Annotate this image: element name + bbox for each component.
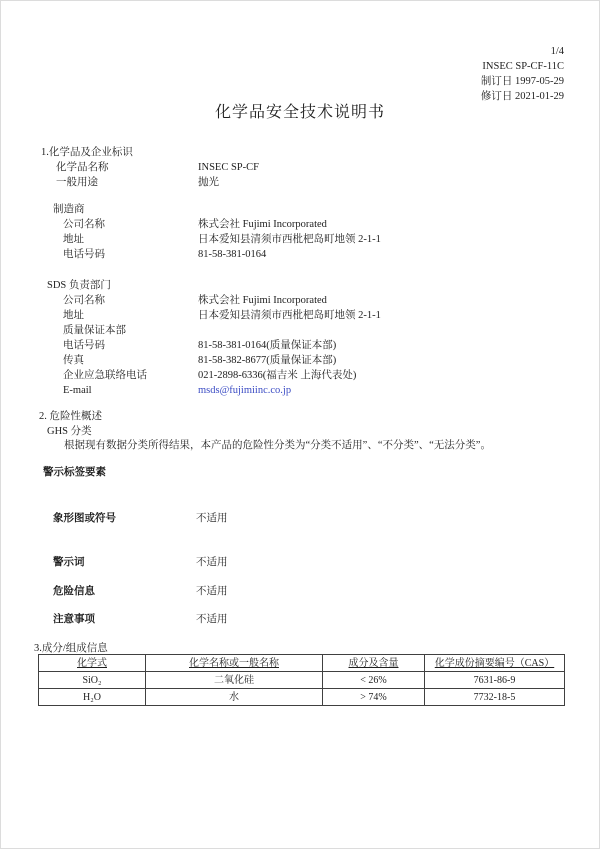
cell-concentration: < 26% <box>323 672 425 689</box>
field-value: 81-58-382-8677(质量保证本部) <box>198 355 337 366</box>
table-row <box>39 689 565 706</box>
cell-chemical-name: 水 <box>146 689 323 706</box>
email-link[interactable]: msds@fujimiinc.co.jp <box>198 385 292 396</box>
ghs-heading: GHS 分类 <box>47 426 92 437</box>
field-label: 一般用途 <box>56 177 98 188</box>
field-label: 地址 <box>63 234 84 245</box>
field-label: 电话号码 <box>63 340 105 351</box>
page-number: 1/4 <box>550 46 564 57</box>
field-label: 象形图或符号 <box>53 513 116 524</box>
field-label: 公司名称 <box>63 295 105 306</box>
table-row <box>39 672 565 689</box>
label-elements-heading: 警示标签要素 <box>43 467 106 478</box>
section1-heading: 1.化学品及企业标识 <box>41 147 133 158</box>
field-label: 化学品名称 <box>56 162 109 173</box>
field-value: 抛光 <box>198 177 219 188</box>
col-header-formula: 化学式 <box>39 655 146 672</box>
cell-cas-number: 7631-86-9 <box>425 672 565 689</box>
field-label: 电话号码 <box>63 249 105 260</box>
field-value: 不适用 <box>196 614 228 625</box>
field-label: 传真 <box>63 355 84 366</box>
field-value: 不适用 <box>196 586 228 597</box>
email-row <box>198 383 291 398</box>
field-label: 危险信息 <box>53 586 95 597</box>
field-value: 日本爱知县清须市西枇杷岛町地领 2-1-1 <box>198 234 381 245</box>
field-value: 株式会社 Fujimi Incorporated <box>198 219 327 230</box>
cell-chemical-name: 二氧化硅 <box>146 672 323 689</box>
cell-concentration: > 74% <box>323 689 425 706</box>
field-value: 不适用 <box>196 513 228 524</box>
field-value: 81-58-381-0164(质量保证本部) <box>198 340 337 351</box>
field-label: 质量保证本部 <box>63 325 126 336</box>
field-label: 公司名称 <box>63 219 105 230</box>
field-value: INSEC SP-CF <box>198 162 259 173</box>
composition-table <box>38 654 565 706</box>
field-value: 021-2898-6336(福吉米 上海代表处) <box>198 370 357 381</box>
cell-cas-number: 7732-18-5 <box>425 689 565 706</box>
doc-code: INSEC SP-CF-11C <box>482 61 564 72</box>
col-header-chemical-name: 化学名称或一般名称 <box>146 655 323 672</box>
section3-heading: 3.成分/组成信息 <box>34 643 108 654</box>
section2-heading: 2. 危险性概述 <box>39 411 102 422</box>
field-label: 企业应急联络电话 <box>63 370 147 381</box>
field-label: 地址 <box>63 310 84 321</box>
field-value: 日本爱知县清须市西枇杷岛町地领 2-1-1 <box>198 310 381 321</box>
ghs-classification-text: 根据现有数据分类所得结果，本产品的危险性分类为“分类不适用”、“不分类”、“无法分类”。 <box>64 440 491 451</box>
cell-formula: H₂O <box>39 689 146 706</box>
revised-date: 修订日 2021-01-29 <box>480 91 564 102</box>
col-header-concentration: 成分及含量 <box>323 655 425 672</box>
field-label: E-mail <box>63 385 92 396</box>
table-header-row <box>39 655 565 672</box>
sds-dept-heading: SDS 负责部门 <box>47 280 111 291</box>
field-value: 81-58-381-0164 <box>198 249 267 260</box>
manufacturer-heading: 制造商 <box>53 204 85 215</box>
field-label: 注意事项 <box>53 614 95 625</box>
col-header-cas-number: 化学成份摘要编号（CAS） <box>425 655 565 672</box>
page-title: 化学品安全技术说明书 <box>214 104 385 121</box>
document-header-meta <box>481 44 564 104</box>
field-value: 株式会社 Fujimi Incorporated <box>198 295 327 306</box>
cell-formula: SiO₂ <box>39 672 146 689</box>
field-value: 不适用 <box>196 557 228 568</box>
field-label: 警示词 <box>53 557 85 568</box>
created-date: 制订日 1997-05-29 <box>480 76 564 87</box>
